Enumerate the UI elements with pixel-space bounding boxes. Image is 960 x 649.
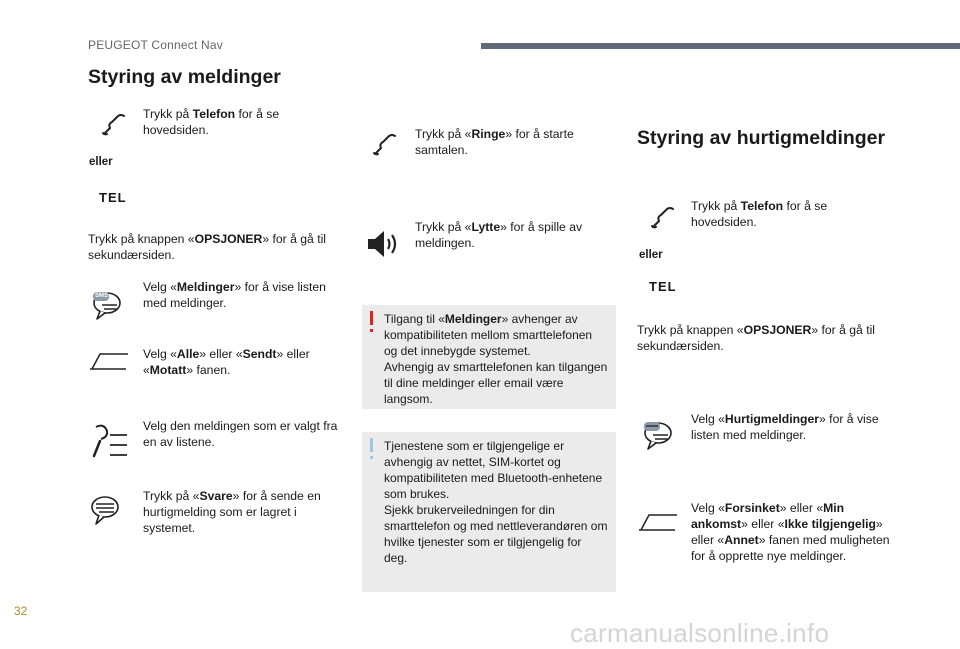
left-step3-text: Velg «Meldinger» for å vise listen med meldinger.: [143, 280, 326, 310]
info-text-2: Sjekk brukerveiledningen for din smarttelefon og med nettleverandøren om hvilke tjenester som er tilgjengelig for deg.: [384, 503, 608, 565]
call-icon: [371, 130, 399, 158]
middle-step1-text: Trykk på «Ringe» for å starte samtalen.: [415, 127, 574, 157]
reply-message-icon: [88, 494, 124, 528]
tab-icon-right: [637, 511, 679, 533]
tab-icon: [88, 350, 130, 372]
right-or-label: eller: [639, 249, 663, 261]
page-number: 32: [14, 604, 28, 618]
left-step4-text: Velg «Alle» eller «Sendt» eller «Motatt» fanen.: [143, 347, 310, 377]
header-brand: PEUGEOT Connect Nav: [88, 38, 223, 52]
warning-note: [362, 305, 616, 409]
right-tel-button[interactable]: TEL: [649, 279, 677, 294]
watermark: carmanualsonline.info: [570, 618, 830, 648]
speaker-icon: [366, 228, 402, 260]
info-icon-dot: [370, 456, 373, 459]
left-title: Styring av meldinger: [88, 66, 281, 88]
right-title: Styring av hurtigmeldinger: [637, 127, 886, 149]
left-step2-text: Trykk på knappen «OPSJONER» for å gå til sekundærsiden.: [88, 232, 327, 262]
phone-icon-right: [649, 203, 677, 231]
quick-message-icon: [641, 419, 677, 453]
right-step2-text: Trykk på knappen «OPSJONER» for å gå til sekundærsiden.: [637, 323, 876, 353]
left-step1-text: Trykk på Telefon for å se hovedsiden.: [143, 107, 280, 137]
warning-exclamation-icon: [370, 311, 373, 325]
sms-badge: SMS: [95, 293, 109, 299]
phone-icon: [100, 110, 128, 138]
middle-step2-text: Trykk på «Lytte» for å spille av meldingen.: [415, 220, 583, 250]
left-step6-text: Trykk på «Svare» for å sende en hurtigmelding som er lagret i systemet.: [143, 489, 321, 535]
left-or-label: eller: [89, 156, 113, 168]
right-step1-text: Trykk på Telefon for å se hovedsiden.: [691, 199, 828, 229]
list-select-icon: [90, 421, 130, 461]
warning-text: Tilgang til «Meldinger» avhenger av kompatibiliteten mellom smarttelefonen og det innebygde systemet.: [384, 312, 593, 358]
left-step5-text: Velg den meldingen som er valgt fra en av listene.: [143, 419, 338, 449]
header-bar: [481, 43, 960, 49]
info-note: [362, 432, 616, 592]
warning-text-2: Avhengig av smarttelefonen kan tilgangen til dine meldinger eller email være langsom.: [384, 360, 608, 406]
right-step3-text: Velg «Hurtigmeldinger» for å vise listen med meldinger.: [691, 412, 879, 442]
info-icon: [370, 438, 373, 452]
right-step4-text: Velg «Forsinket» eller «Min ankomst» eller «Ikke tilgjengelig» eller «Annet» fanen med muligheten for å opprette nye meldinger.: [691, 501, 890, 563]
warning-exclamation-dot: [370, 329, 373, 332]
info-text: Tjenestene som er tilgjengelige er avhengig av nettet, SIM-kortet og kompatibiliteten med Bluetooth-enhetene som brukes.: [384, 439, 603, 501]
left-tel-button[interactable]: TEL: [99, 190, 127, 205]
